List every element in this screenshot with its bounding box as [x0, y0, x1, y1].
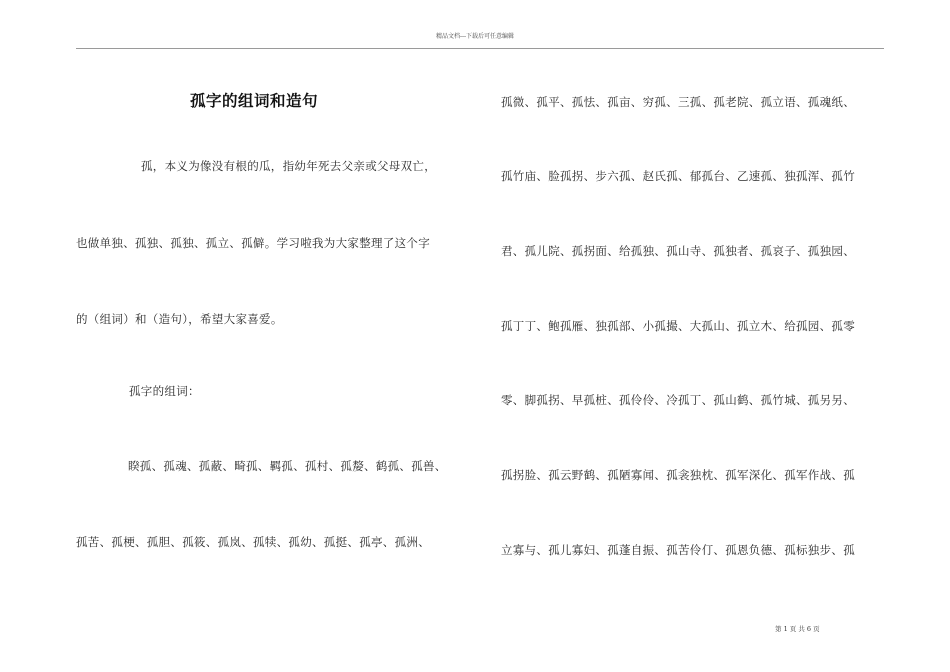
right-paragraph-line: 孤丁丁、鲍孤雁、独孤部、小孤撮、大孤山、孤立木、给孤园、孤零: [501, 319, 855, 333]
page-number: 第 1 页 共 6 页: [775, 625, 820, 633]
right-paragraph-line: 立寡与、孤儿寡妇、孤蓬自振、孤苦伶仃、孤恩负德、孤标独步、孤: [501, 543, 855, 557]
page-header: 精品文档---下载后可任意编辑: [435, 33, 515, 40]
left-paragraph-line: 孤，本义为像没有根的瓜，指幼年死去父亲或父母双亡，: [141, 159, 436, 173]
right-paragraph-line: 孤拐脸、孤云野鹤、孤陋寡闻、孤衾独枕、孤军深化、孤军作战、孤: [501, 468, 855, 482]
document-title: 孤字的组词和造句: [190, 92, 319, 110]
left-paragraph-line: 孤苦、孤梗、孤胆、孤筱、孤岚、孤犊、孤幼、孤挺、孤亭、孤洲、: [76, 535, 430, 549]
right-paragraph-line: 君、孤儿院、孤拐面、给孤独、孤山寺、孤独者、孤哀子、孤独园、: [501, 244, 855, 258]
left-paragraph-line: 的（组词）和（造句），希望大家喜爱。: [76, 312, 283, 326]
left-paragraph-line: 睽孤、孤魂、孤蔽、畸孤、羁孤、孤村、孤嫠、鹤孤、孤兽、: [128, 459, 447, 473]
right-paragraph-line: 零、脚孤拐、早孤桩、孤伶伶、冷孤丁、孤山鹤、孤竹城、孤另另、: [501, 393, 855, 407]
section-heading: 孤字的组词：: [129, 384, 200, 398]
right-paragraph-line: 孤竹庙、脸孤拐、步六孤、赵氏孤、郁孤台、乙速孤、独孤浑、孤竹: [501, 169, 855, 183]
header-divider: [76, 48, 884, 49]
right-paragraph-line: 孤微、孤平、孤怯、孤亩、穷孤、三孤、孤老院、孤立语、孤魂纸、: [501, 95, 855, 109]
left-paragraph-line: 也做单独、孤独、孤独、孤立、孤僻。学习啦我为大家整理了这个字: [76, 236, 430, 250]
